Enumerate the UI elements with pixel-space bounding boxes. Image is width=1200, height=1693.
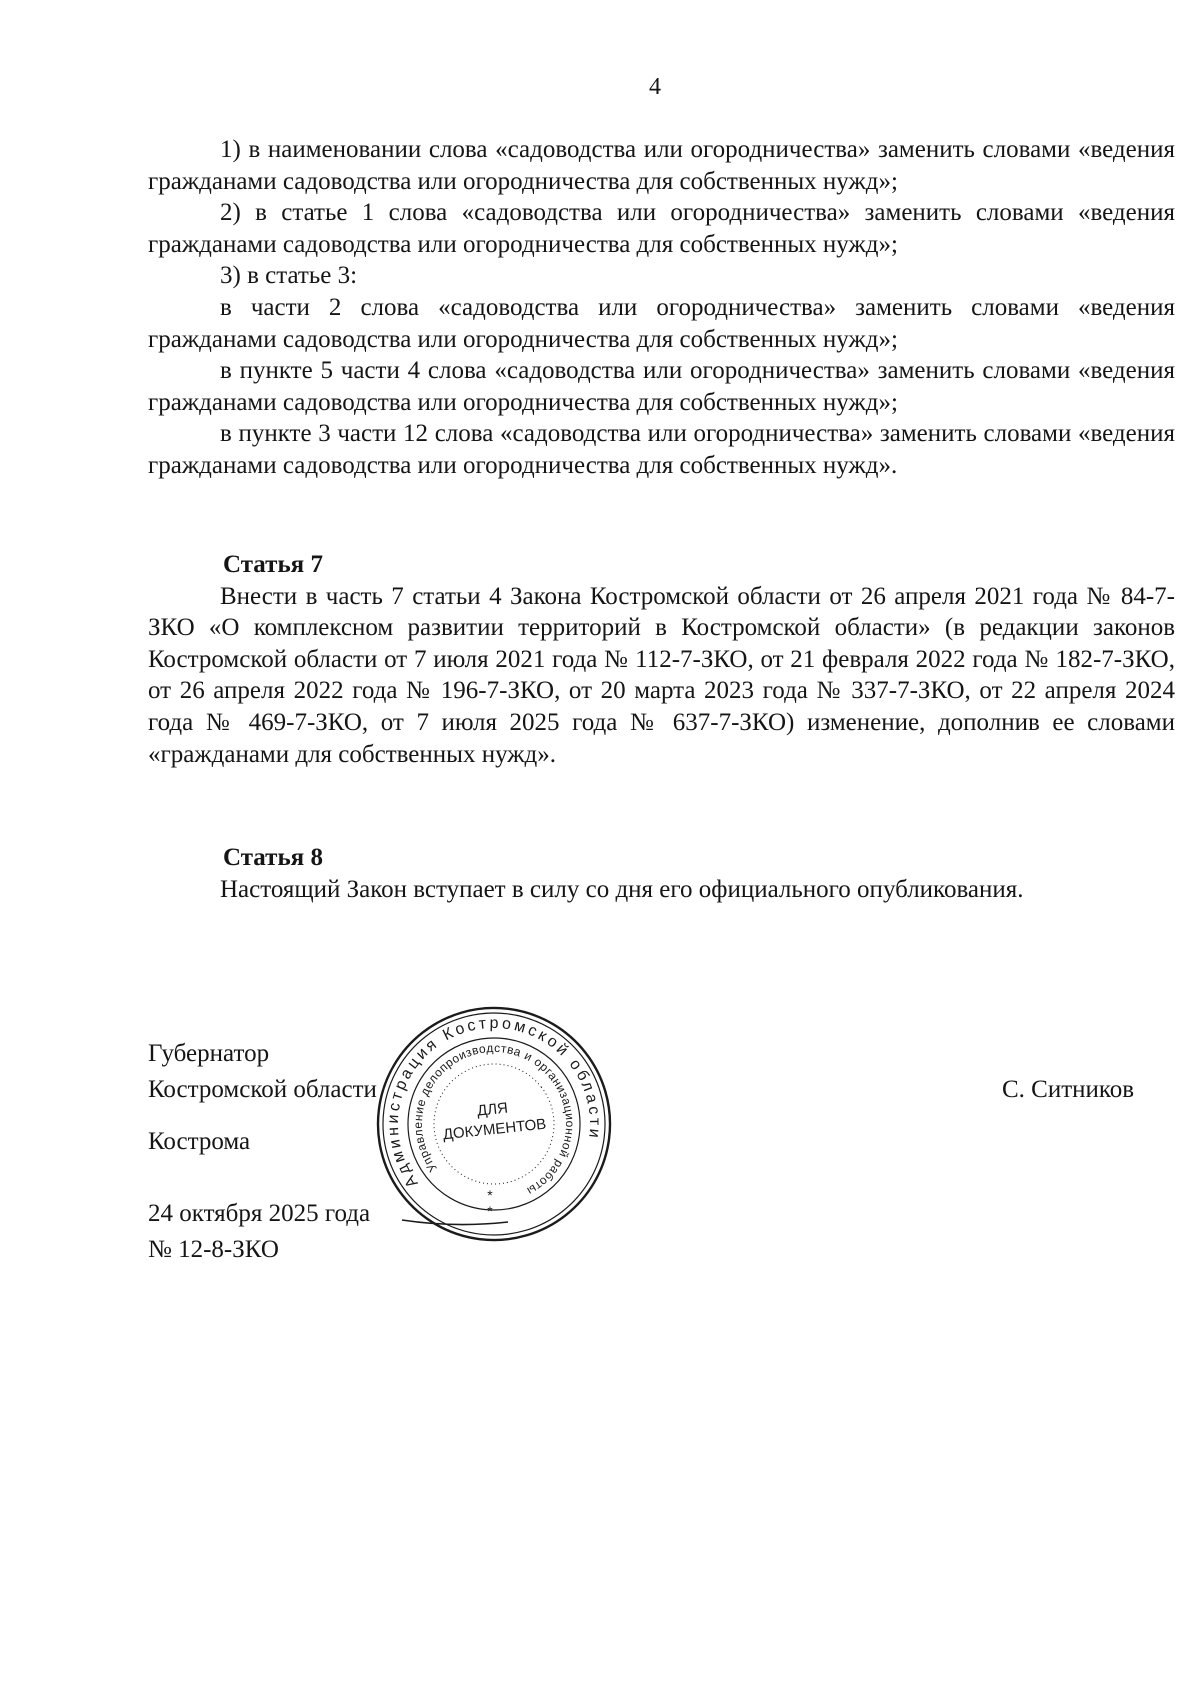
article-7-text: Внести в часть 7 статьи 4 Закона Костромской области от 26 апреля 2021 года № 84-7-ЗКО «О комплексном развитии территорий в Костромской области» (в редакции законов Костромской области от 7 июля 2021 года № 112-7-ЗКО, от 21 февраля 2022 года № 182-7-ЗКО, от 26 апреля 2022 года № 196-7-ЗКО, от 20 марта 2023 года № 337-7-ЗКО, от 22 апреля 2024 года № 469-7-ЗКО, от 7 июля 2025 года № 637-7-ЗКО) изменение, дополнив ее словами «гражданами для собственных нужд». [148, 582, 1175, 768]
article-7 [148, 549, 1175, 770]
seal-center-line1: ДЛЯ [476, 1099, 509, 1120]
article-8-title: Статья 8 [223, 844, 323, 871]
official-seal [372, 1002, 616, 1246]
seal-outer-text: Администрация Костромской области [384, 1014, 604, 1191]
article-8-text: Настоящий Закон вступает в силу со дня его официального опубликования. [220, 875, 1024, 903]
amendment-item: 1) в наименовании слова «садоводства или огородничества» заменить словами «ведения гражданами садоводства или огородничества для собственных нужд»; [148, 136, 1175, 195]
page-number: 4 [649, 74, 661, 100]
amendment-item: 3) в статье 3: [220, 262, 358, 290]
seal-graphic [372, 1002, 616, 1246]
article-7-title: Статья 7 [223, 551, 323, 578]
article-8 [148, 842, 1175, 905]
amendment-item: в части 2 слова «садоводства или огородничества» заменить словами «ведения гражданами садоводства или огородничества для собственных нужд»; [148, 293, 1175, 353]
stamp-underline [400, 1218, 510, 1228]
seal-center-line2: ДОКУМЕНТОВ [442, 1115, 548, 1144]
amendment-item: 2) в статье 1 слова «садоводства или огородничества» заменить словами «ведения гражданами садоводства или огородничества для собственных нужд»; [148, 199, 1175, 258]
law-number: № 12-8-ЗКО [148, 1236, 279, 1263]
amendment-item: в пункте 3 части 12 слова «садоводства или огородничества» заменить словами «ведения гражданами садоводства или огородничества для собственных нужд». [148, 420, 1175, 479]
amendments-list [148, 134, 1175, 482]
seal-star: * [487, 1187, 493, 1203]
seal-inner-text: Управление делопроизводства и организационной работы [410, 1040, 578, 1199]
signatory-position [148, 1036, 377, 1108]
seal-star: * [487, 1203, 493, 1219]
signing-city: Кострома [148, 1128, 251, 1155]
signatory-name: С. Ситников [1002, 1076, 1135, 1103]
amendment-item: в пункте 5 части 4 слова «садоводства или огородничества» заменить словами «ведения гражданами садоводства или огородничества для собственных нужд»; [148, 357, 1175, 416]
law-date: 24 октября 2025 года [148, 1200, 371, 1227]
signatory-title: Губернатор [148, 1040, 270, 1067]
signatory-region: Костромской области [148, 1076, 377, 1103]
law-date-number [148, 1196, 370, 1268]
